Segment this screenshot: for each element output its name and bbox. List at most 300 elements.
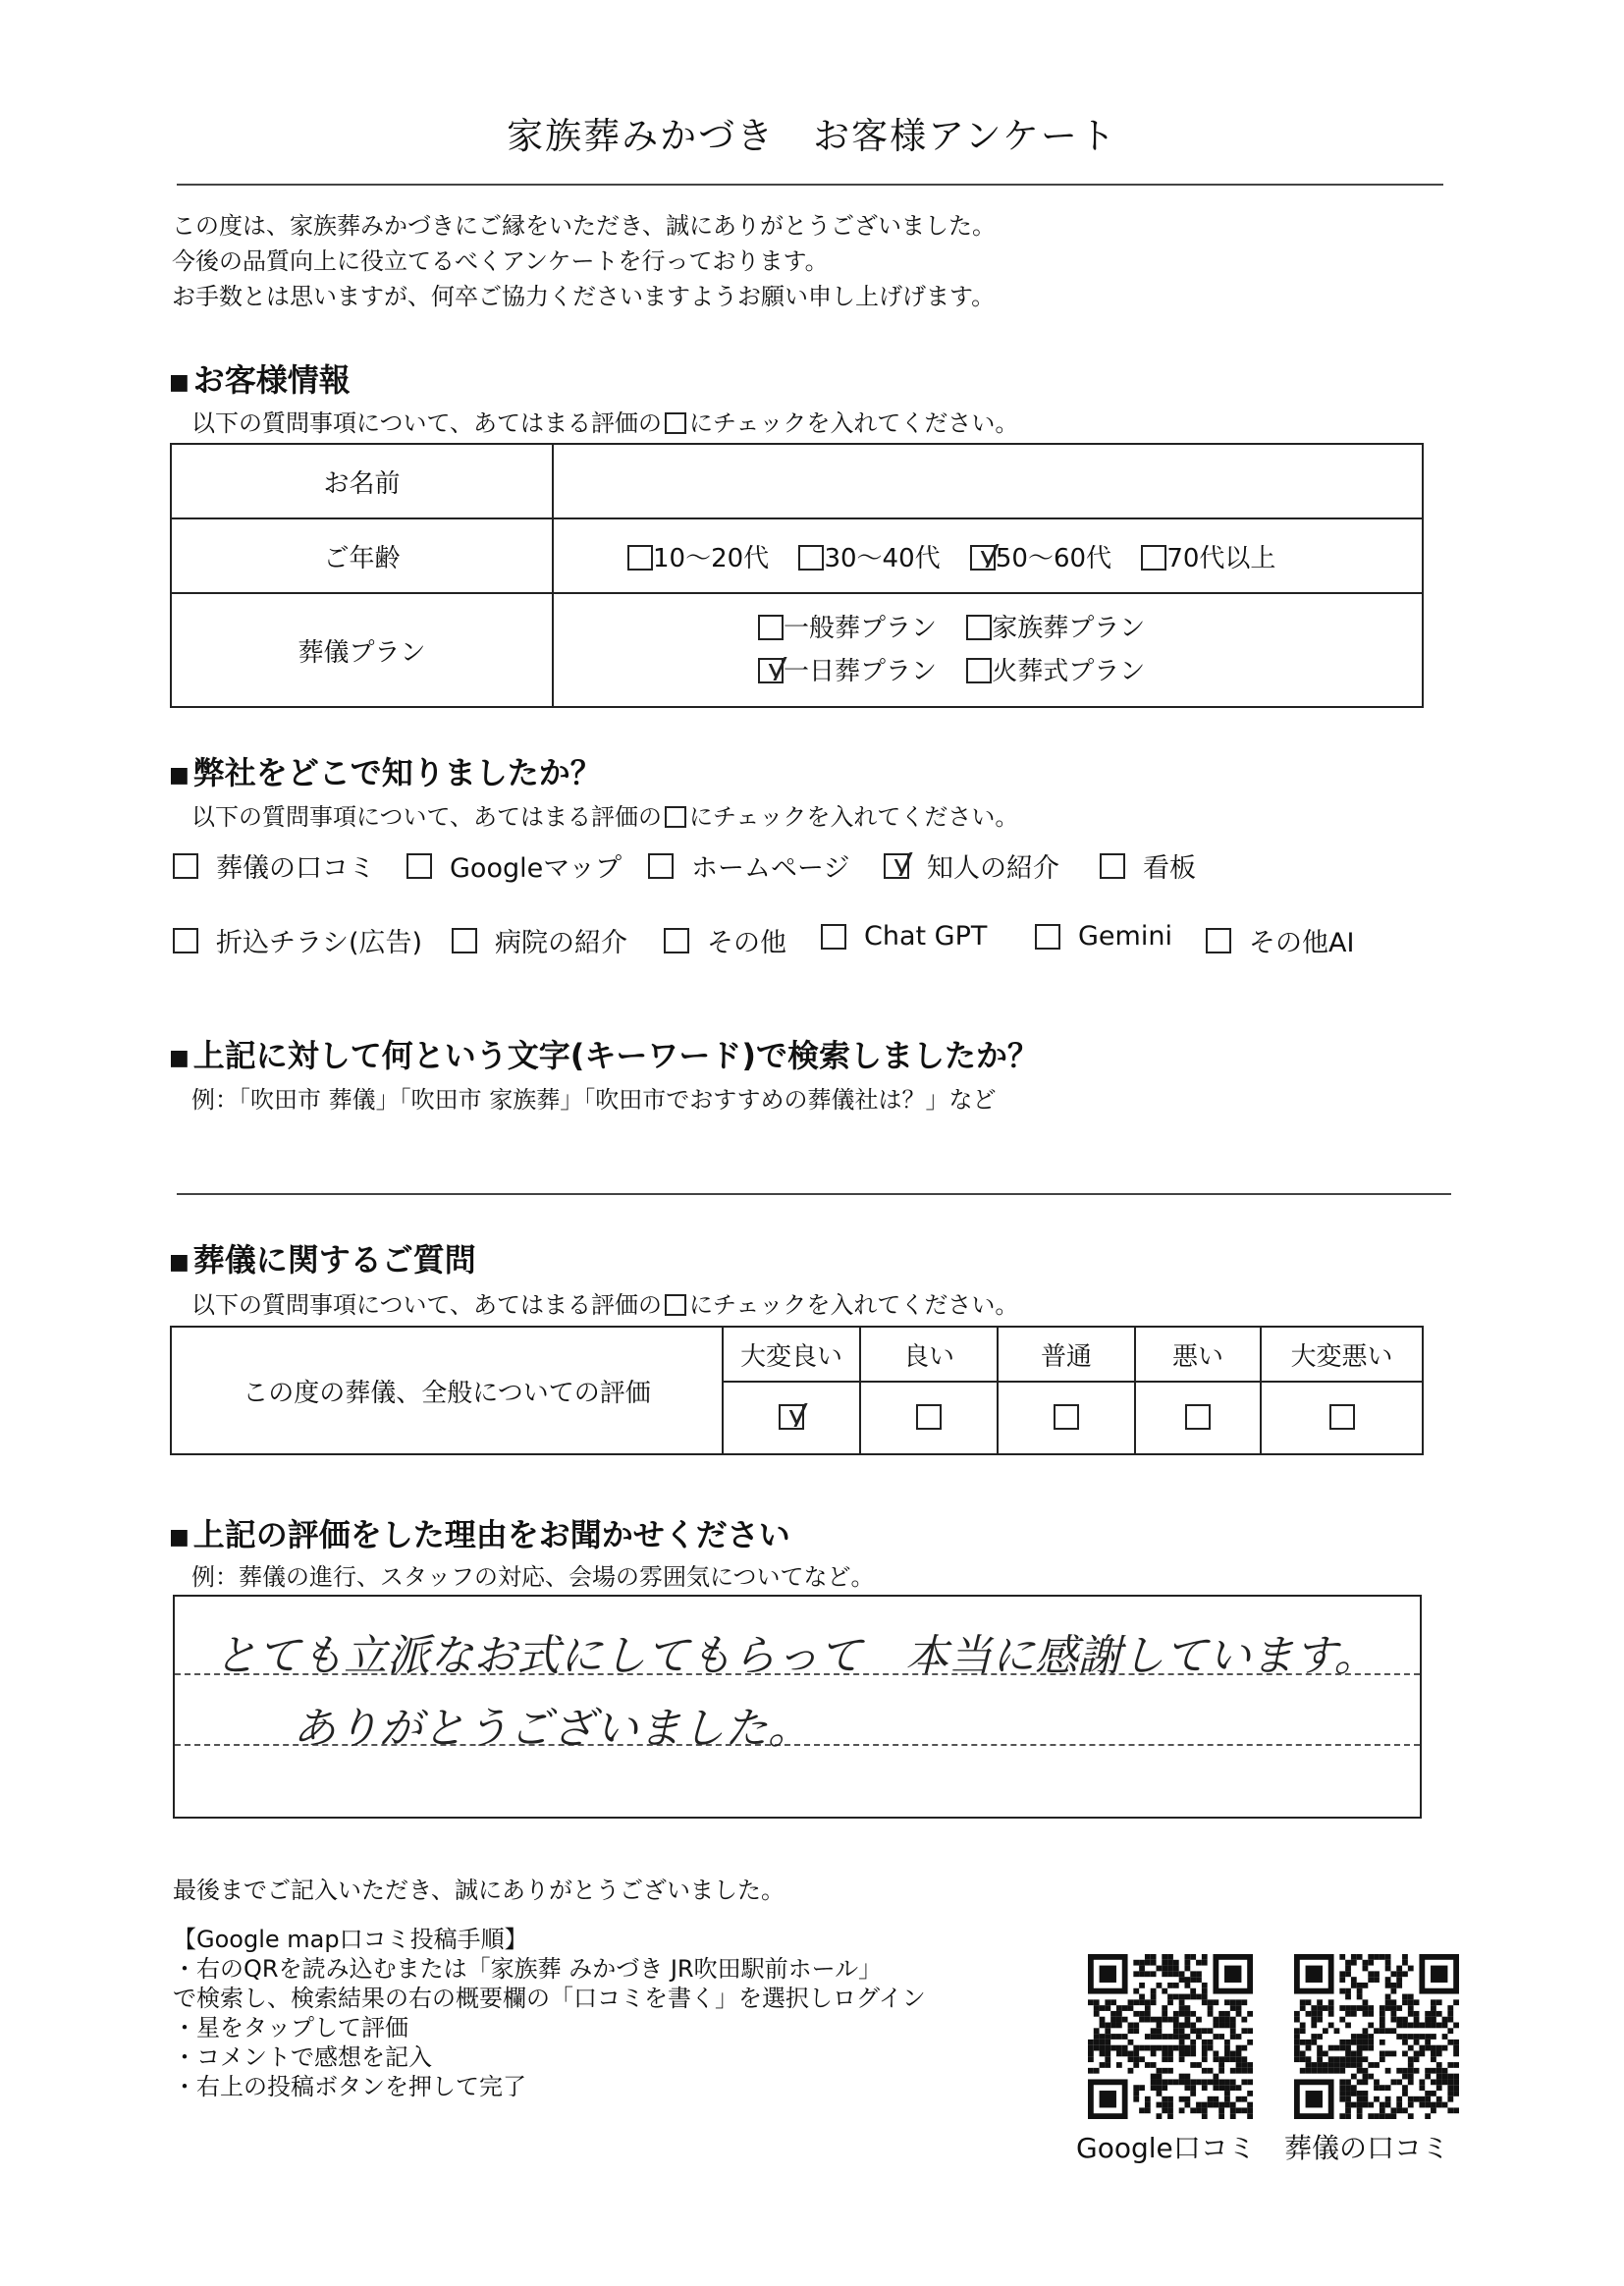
qr-module (1236, 2085, 1242, 2091)
qr-module (1145, 2102, 1151, 2108)
customer-info-note: 以下の質問事項について、あてはまる評価の にチェックを入れてください。 (191, 409, 1019, 437)
qr-module (1385, 1960, 1391, 1966)
age-checkbox-10-20[interactable] (627, 545, 653, 571)
qr-module (1385, 2113, 1391, 2119)
qr-module (1218, 2102, 1224, 2108)
step-line: ・コメントで感想を記入 (173, 2043, 432, 2071)
qr-module (1179, 2050, 1185, 2056)
qr-module (1363, 1999, 1369, 2005)
qr-module (1133, 2056, 1139, 2062)
qr-module (1116, 2023, 1122, 2029)
source-option[interactable]: 葬儀の口コミ (173, 846, 375, 885)
qr-module (1390, 2028, 1396, 2034)
qr-module (1453, 2079, 1459, 2085)
qr-module (1408, 2034, 1414, 2040)
qr-module (1218, 2079, 1224, 2085)
qr-module (1157, 2091, 1163, 2096)
plan-option[interactable]: 一般葬プラン (758, 607, 937, 650)
qr-module (1105, 2005, 1110, 2011)
qr-module (1436, 2011, 1442, 2017)
keyword-example: 例：「吹田市 葬儀」「吹田市 家族葬」「吹田市でおすすめの葬儀社は？」など (191, 1086, 997, 1114)
qr-module (1247, 2102, 1253, 2108)
qr-module (1145, 2062, 1151, 2068)
qr-module (1247, 2068, 1253, 2074)
qr-module (1317, 2011, 1323, 2017)
qr-module (1328, 2005, 1334, 2011)
qr-module (1447, 2028, 1453, 2034)
qr-module (1094, 1999, 1100, 2005)
qr-module (1190, 2091, 1196, 2096)
qr-module (1157, 2023, 1163, 2029)
qr-module (1442, 2017, 1448, 2023)
qr-module (1396, 2068, 1402, 2074)
qr-module (1402, 1999, 1408, 2005)
qr-module (1300, 2056, 1306, 2062)
qr-module (1230, 2113, 1236, 2119)
qr-module (1419, 2023, 1425, 2029)
source-checkbox-homepage[interactable] (648, 853, 674, 879)
qr-module (1224, 1999, 1230, 2005)
qr-module (1184, 1977, 1190, 1983)
qr-module (1133, 2028, 1139, 2034)
qr-module (1179, 2056, 1185, 2062)
qr-module (1396, 1971, 1402, 1977)
source-checkbox-chatgpt[interactable] (821, 924, 846, 950)
reason-heading: ■ 上記の評価をした理由をお聞かせください (169, 1516, 790, 1553)
qr-module (1363, 2034, 1369, 2040)
source-checkbox-signboard[interactable] (1100, 853, 1125, 879)
source-heading: ■ 弊社をどこで知りましたか？ (169, 754, 602, 791)
qr-module (1419, 2079, 1425, 2085)
qr-module (1208, 2005, 1214, 2011)
qr-module (1317, 2062, 1323, 2068)
source-option[interactable]: ホームページ (648, 846, 849, 885)
qr-module (1323, 2068, 1328, 2074)
qr-module (1436, 2085, 1442, 2091)
qr-module (1167, 2034, 1173, 2040)
qr-module (1241, 2017, 1247, 2023)
qr-module (1300, 2028, 1306, 2034)
qr-module (1300, 2005, 1306, 2011)
qr-module (1157, 2034, 1163, 2040)
qr-module (1339, 2040, 1345, 2045)
qr-module (1436, 2079, 1442, 2085)
qr-module (1202, 1994, 1208, 2000)
qr-module (1190, 1977, 1196, 1983)
qr-module (1157, 1983, 1163, 1988)
qr-module (1339, 2045, 1345, 2051)
qr-module (1425, 2074, 1431, 2080)
rating-cell (860, 1382, 998, 1454)
qr-module (1241, 2062, 1247, 2068)
qr-module (1088, 2045, 1094, 2051)
qr-module (1294, 2028, 1300, 2034)
qr-module (1247, 2079, 1253, 2085)
qr-module (1167, 2056, 1173, 2062)
source-checkbox-flyer[interactable] (173, 928, 198, 953)
qr-module (1339, 1954, 1345, 1960)
qr-module (1202, 2068, 1208, 2074)
qr-module (1294, 2045, 1300, 2051)
qr-module (1162, 2079, 1167, 2085)
qr-module (1374, 2028, 1380, 2034)
plan-checkbox-general[interactable] (758, 615, 784, 640)
source-checkbox-referral[interactable] (884, 853, 909, 879)
qr-module (1133, 2023, 1139, 2029)
rating-checkbox-bad[interactable] (1185, 1404, 1211, 1430)
handwritten-answer-line-2: ありがとうございました。 (293, 1704, 811, 1754)
qr-module (1184, 2085, 1190, 2091)
qr-module (1151, 2074, 1157, 2080)
qr-module (1122, 2005, 1128, 2011)
qr-module (1385, 1999, 1391, 2005)
qr-module (1317, 2056, 1323, 2062)
qr-module (1311, 2040, 1317, 2045)
qr-module (1419, 2034, 1425, 2040)
qr-module (1363, 2005, 1369, 2011)
rating-checkbox-average[interactable] (1054, 1404, 1079, 1430)
qr-module (1110, 2011, 1116, 2017)
plan-option[interactable]: 家族葬プラン (966, 607, 1145, 650)
qr-module (1145, 2107, 1151, 2113)
qr-module (1213, 2023, 1218, 2029)
source-checkbox-hospital[interactable] (452, 928, 477, 953)
qr-module (1380, 2102, 1385, 2108)
rating-checkbox-very-bad[interactable] (1329, 1404, 1355, 1430)
qr-module (1408, 2011, 1414, 2017)
age-option[interactable]: 50～60代 (970, 538, 1111, 574)
qr-module (1241, 2079, 1247, 2085)
qr-module (1094, 2045, 1100, 2051)
qr-module (1339, 2062, 1345, 2068)
qr-module (1408, 2096, 1414, 2102)
qr-module (1202, 1983, 1208, 1988)
step-line: で検索し、検索結果の右の概要欄の「口コミを書く」を選択しログイン (173, 1985, 926, 2012)
source-option[interactable]: Chat GPT (821, 921, 987, 952)
qr-module (1133, 2011, 1139, 2017)
qr-module (1408, 1966, 1414, 1972)
qr-module (1425, 2017, 1431, 2023)
qr-module (1241, 2056, 1247, 2062)
qr-module (1151, 1971, 1157, 1977)
qr-module (1116, 2050, 1122, 2056)
qr-module (1419, 2102, 1425, 2108)
qr-module (1300, 2050, 1306, 2056)
intro-line: お手数とは思いますが、何卒ご協力くださいますようお願い申し上げげます。 (172, 283, 996, 310)
source-option[interactable]: Googleマップ (406, 846, 622, 885)
qr-module (1179, 1999, 1185, 2005)
age-checkbox-30-40[interactable] (798, 545, 824, 571)
qr-module (1306, 2068, 1312, 2074)
age-option[interactable]: 30～40代 (798, 538, 940, 574)
source-checkbox-other-ai[interactable] (1206, 928, 1231, 953)
qr-module (1133, 1971, 1139, 1977)
qr-module (1374, 2113, 1380, 2119)
qr-module (1345, 2045, 1351, 2051)
qr-module (1196, 1994, 1202, 2000)
qr-module (1408, 2056, 1414, 2062)
qr-module (1345, 2085, 1351, 2091)
qr-module (1408, 1999, 1414, 2005)
qr-module (1162, 2102, 1167, 2108)
qr-module (1431, 2091, 1436, 2096)
qr-module (1363, 2102, 1369, 2108)
qr-module (1345, 2040, 1351, 2045)
qr-module (1230, 2034, 1236, 2040)
qr-module (1173, 2011, 1179, 2017)
qr-module (1357, 2107, 1363, 2113)
qr-module (1351, 2062, 1357, 2068)
qr-module (1363, 2096, 1369, 2102)
name-field[interactable] (553, 444, 1423, 518)
qr-module (1453, 2085, 1459, 2091)
qr-module (1402, 2017, 1408, 2023)
qr-module (1414, 2034, 1420, 2040)
plan-option[interactable]: 一日葬プラン (758, 650, 937, 693)
intro-text (172, 208, 996, 314)
qr-module (1345, 2102, 1351, 2108)
rating-checkbox-good[interactable] (916, 1404, 942, 1430)
qr-module (1453, 2074, 1459, 2080)
qr-module (1151, 1999, 1157, 2005)
qr-module (1179, 1977, 1185, 1983)
qr-module (1105, 2028, 1110, 2034)
qr-module (1357, 1983, 1363, 1988)
qr-module (1247, 2011, 1253, 2017)
checkbox-sample-icon (665, 1294, 686, 1316)
qr-module (1122, 2045, 1128, 2051)
qr-module (1128, 2056, 1134, 2062)
qr-module (1380, 2005, 1385, 2011)
qr-module (1167, 1999, 1173, 2005)
qr-module (1247, 2062, 1253, 2068)
qr-module (1374, 2096, 1380, 2102)
qr-module (1162, 1954, 1167, 1960)
qr-module (1396, 1966, 1402, 1972)
qr-module (1380, 2028, 1385, 2034)
qr-module (1380, 2113, 1385, 2119)
qr-module (1431, 2005, 1436, 2011)
qr-module (1339, 2056, 1345, 2062)
qr-module (1402, 2091, 1408, 2096)
source-option[interactable]: 病院の紹介 (452, 921, 627, 959)
source-checkbox-funeral-review[interactable] (173, 853, 198, 879)
qr-module (1357, 2102, 1363, 2108)
age-option[interactable]: 70代以上 (1141, 538, 1275, 574)
source-checkbox-other[interactable] (664, 928, 689, 953)
qr-module (1100, 2045, 1106, 2051)
qr-module (1224, 2017, 1230, 2023)
qr-module (1345, 2096, 1351, 2102)
qr-module (1157, 2113, 1163, 2119)
qr-module (1218, 2056, 1224, 2062)
qr-module (1363, 1960, 1369, 1966)
keyword-answer-field[interactable] (177, 1119, 1443, 1188)
qr-finder-pattern (1306, 2091, 1323, 2107)
qr-module (1328, 2011, 1334, 2017)
qr-module (1116, 2005, 1122, 2011)
checkbox-sample-icon (665, 412, 686, 434)
qr-module (1224, 2023, 1230, 2029)
qr-module (1380, 1954, 1385, 1960)
qr-module (1184, 2096, 1190, 2102)
qr-module (1339, 2096, 1345, 2102)
qr-module (1218, 2068, 1224, 2074)
qr-module (1224, 2050, 1230, 2056)
qr-module (1351, 2034, 1357, 2040)
qr-module (1202, 1954, 1208, 1960)
qr-module (1306, 2040, 1312, 2045)
qr-module (1431, 2045, 1436, 2051)
qr-module (1396, 2107, 1402, 2113)
source-option[interactable]: Gemini (1035, 921, 1172, 952)
source-option[interactable]: その他 (664, 921, 786, 959)
qr-module (1133, 1960, 1139, 1966)
qr-module (1213, 1999, 1218, 2005)
qr-module (1351, 2074, 1357, 2080)
qr-module (1368, 2062, 1374, 2068)
qr-module (1128, 2023, 1134, 2029)
qr-module (1408, 2062, 1414, 2068)
qr-module (1453, 2045, 1459, 2051)
plan-checkbox-cremation[interactable] (966, 658, 992, 683)
qr-module (1208, 2045, 1214, 2051)
qr-module (1224, 2079, 1230, 2085)
qr-module (1173, 2045, 1179, 2051)
age-checkbox-50-60[interactable] (970, 545, 996, 571)
qr-module (1436, 2068, 1442, 2074)
qr-module (1294, 2050, 1300, 2056)
qr-module (1128, 2050, 1134, 2056)
qr-module (1173, 2028, 1179, 2034)
qr-module (1396, 2079, 1402, 2085)
qr-module (1357, 2045, 1363, 2051)
qr-module (1202, 1988, 1208, 1994)
qr-module (1236, 2107, 1242, 2113)
qr-module (1094, 2068, 1100, 2074)
qr-module (1224, 2011, 1230, 2017)
qr-module (1100, 2062, 1106, 2068)
qr-module (1442, 2045, 1448, 2051)
qr-module (1218, 2113, 1224, 2119)
source-option[interactable]: 折込チラシ(広告) (173, 921, 422, 959)
qr-module (1100, 2017, 1106, 2023)
qr-module (1151, 2028, 1157, 2034)
qr-module (1139, 2017, 1145, 2023)
qr-module (1334, 2028, 1340, 2034)
qr-module (1300, 2068, 1306, 2074)
qr-module (1202, 2040, 1208, 2045)
qr-module (1431, 2011, 1436, 2017)
qr-module (1162, 2096, 1167, 2102)
qr-module (1402, 2107, 1408, 2113)
qr-module (1139, 1999, 1145, 2005)
qr-module (1402, 2023, 1408, 2029)
qr-module (1088, 2040, 1094, 2045)
qr-module (1408, 1994, 1414, 2000)
qr-module (1241, 2045, 1247, 2051)
google-review-qr-code[interactable] (1088, 1954, 1253, 2119)
qr-module (1380, 2011, 1385, 2017)
age-checkbox-70-plus[interactable] (1141, 545, 1166, 571)
qr-module (1236, 1999, 1242, 2005)
qr-module (1306, 1999, 1312, 2005)
keyword-heading: ■ 上記に対して何という文字(キーワード)で検索しましたか？ (169, 1037, 1040, 1074)
qr-module (1139, 1966, 1145, 1972)
qr-module (1196, 1977, 1202, 1983)
qr-module (1442, 2034, 1448, 2040)
qr-module (1368, 2074, 1374, 2080)
plan-checkbox-one-day[interactable] (758, 658, 784, 683)
qr-module (1436, 2050, 1442, 2056)
source-checkbox-gemini[interactable] (1035, 924, 1060, 950)
plan-checkbox-family[interactable] (966, 615, 992, 640)
qr-module (1184, 2005, 1190, 2011)
qr-module (1380, 2040, 1385, 2045)
qr-module (1151, 1994, 1157, 2000)
qr-module (1402, 2034, 1408, 2040)
qr-module (1133, 1999, 1139, 2005)
footer-steps (173, 1925, 926, 2101)
qr-module (1323, 2028, 1328, 2034)
reason-answer-box[interactable] (173, 1595, 1422, 1819)
source-checkbox-google-maps[interactable] (406, 853, 432, 879)
qr-module (1363, 2011, 1369, 2017)
qr-module (1184, 2050, 1190, 2056)
survey-title: 家族葬みかづき お客様アンケート (507, 115, 1117, 157)
qr-module (1351, 2040, 1357, 2045)
qr-module (1162, 1960, 1167, 1966)
qr-module (1247, 2040, 1253, 2045)
qr-module (1323, 2050, 1328, 2056)
qr-module (1167, 1983, 1173, 1988)
qr-module (1100, 2050, 1106, 2056)
qr-module (1179, 1994, 1185, 2000)
qr-module (1345, 2107, 1351, 2113)
qr-module (1323, 2005, 1328, 2011)
qr-module (1157, 2068, 1163, 2074)
qr-module (1151, 2079, 1157, 2085)
qr-module (1357, 1988, 1363, 1994)
qr-module (1218, 2107, 1224, 2113)
qr-module (1345, 2113, 1351, 2119)
funeral-review-qr-code[interactable] (1294, 1954, 1459, 2119)
title-divider (177, 184, 1443, 186)
funeral-note: 以下の質問事項について、あてはまる評価の にチェックを入れてください。 (191, 1291, 1019, 1319)
source-option[interactable]: その他AI (1206, 921, 1354, 959)
qr-module (1213, 2056, 1218, 2062)
qr-module (1431, 2068, 1436, 2074)
qr-module (1311, 2034, 1317, 2040)
qr-module (1425, 2068, 1431, 2074)
rating-checkbox-very-good[interactable] (779, 1404, 804, 1430)
qr-module (1385, 2050, 1391, 2056)
qr-module (1447, 2005, 1453, 2011)
qr-module (1363, 2056, 1369, 2062)
plan-option[interactable]: 火葬式プラン (966, 650, 1145, 693)
qr-module (1151, 2062, 1157, 2068)
source-option[interactable]: 看板 (1100, 846, 1196, 885)
qr-module (1368, 2005, 1374, 2011)
qr-module (1351, 2056, 1357, 2062)
qr-module (1374, 1971, 1380, 1977)
qr-module (1167, 2107, 1173, 2113)
age-option[interactable]: 10～20代 (627, 538, 769, 574)
qr-module (1110, 1999, 1116, 2005)
source-option[interactable]: 知人の紹介 (884, 846, 1059, 885)
qr-module (1213, 2017, 1218, 2023)
qr-module (1230, 2005, 1236, 2011)
